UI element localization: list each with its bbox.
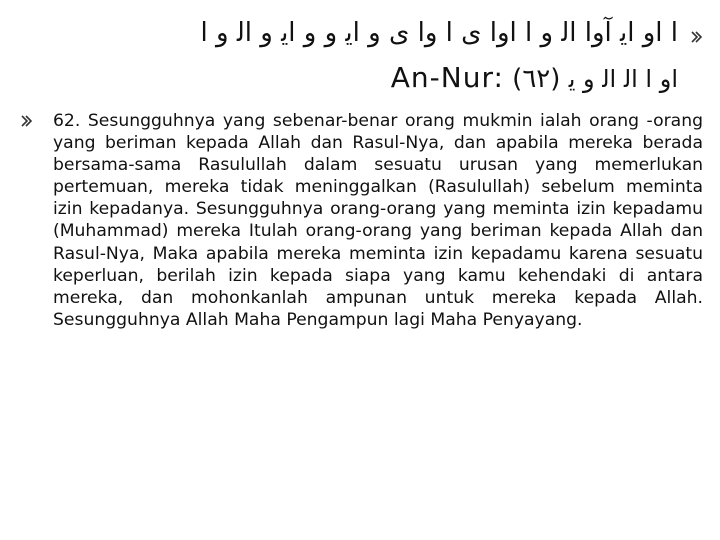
arrow-bullet-icon xyxy=(20,114,34,128)
arabic-verse-fragment: ﺍﻭ ﺍ ﺍﻟ ﺍﻟ ﻭ ﻳ xyxy=(568,65,678,93)
ayah-number: (٦٢) xyxy=(512,64,561,94)
verse-reference-line xyxy=(18,60,678,97)
arabic-verse-text: ﺍ ﺍﻭ ﺍﻳ ﺁﻭﺍ ﺍﻟ ﻭ ﺍ ﺍﻭﺍ ﻯ ﺍ ﻭﺍ ﻯ ﻭ ﺍﻳ ﻭ ﻭ ﺍﻳ ﻭ ﺍﻟ ﻭ ﺍ xyxy=(200,18,678,48)
surah-name: An-Nur: xyxy=(390,61,504,94)
arrow-bullet-icon xyxy=(690,30,704,44)
verse-translation-paragraph: 62. Sesungguhnya yang sebenar-benar orang mukmin ialah orang -orang yang beriman kepada Allah dan Rasul-Nya, dan apabila mereka berada bersama-sama Rasulullah dalam sesuatu urusan yang memerlukan pertemuan, mereka tidak meninggalkan (Rasulullah) sebelum meminta izin kepadanya. Sesungguhnya orang-orang yang meminta izin kepadamu (Muhammad) mereka Itulah orang-orang yang beriman kepada Allah dan Rasul-Nya, Maka apabila mereka meminta izin kepadamu karena sesuatu keperluan, berilah izin kepada siapa yang kamu kehendaki di antara mereka, dan mohonkanlah ampunan untuk mereka kepada Allah. Sesungguhnya Allah Maha Pengampun lagi Maha Penyayang. xyxy=(53,111,703,330)
